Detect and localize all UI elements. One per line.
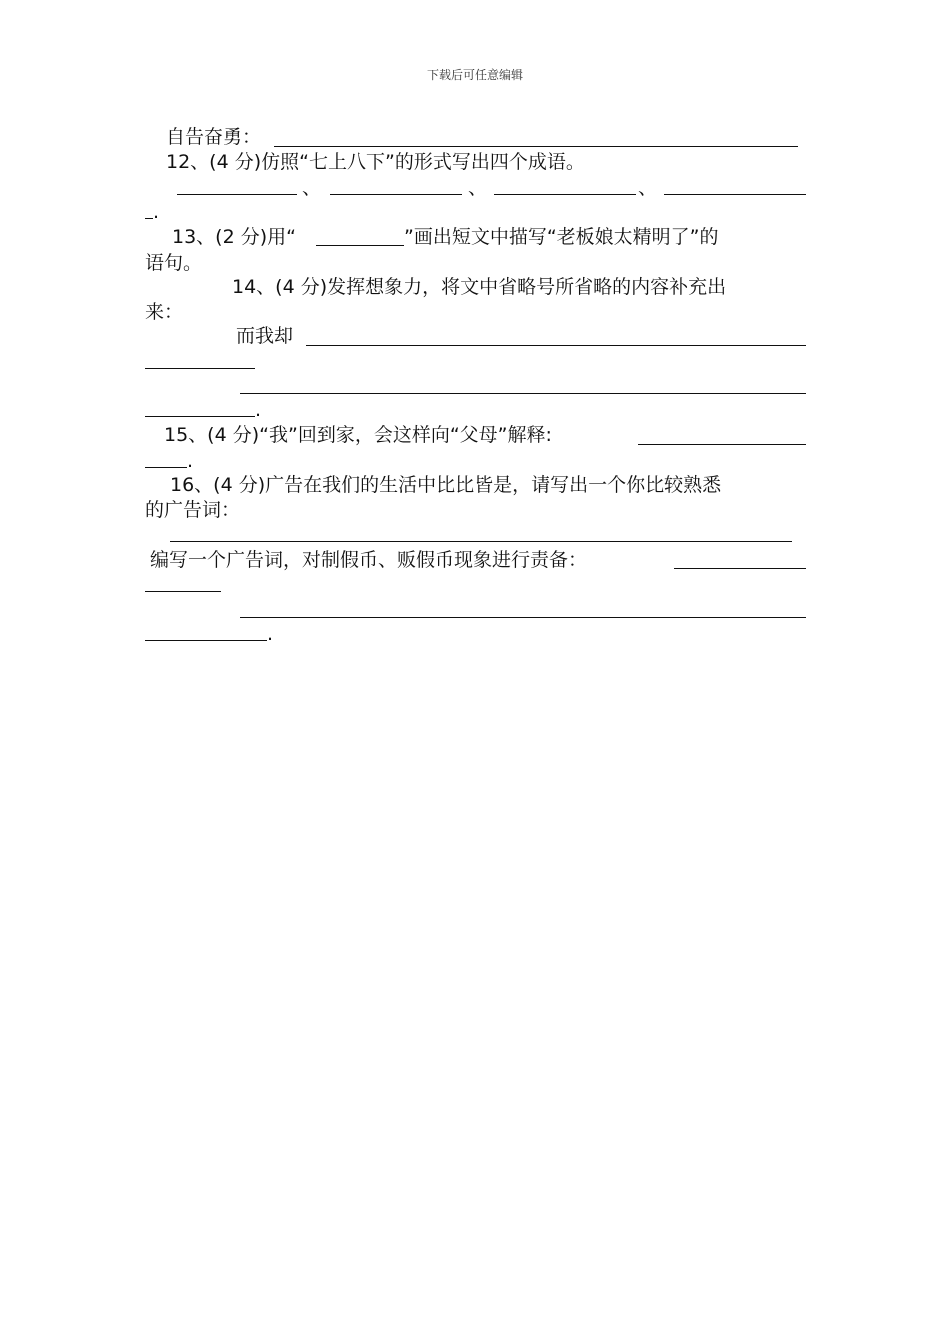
answer-blank[interactable]: [145, 640, 267, 641]
answer-blank[interactable]: [145, 467, 187, 468]
period: .: [153, 201, 160, 223]
question-16-part3: 编写一个广告词，对制假币、贩假币现象进行责备：: [150, 549, 588, 571]
answer-blank[interactable]: [145, 416, 255, 417]
page-header: 下载后可任意编辑: [426, 68, 523, 82]
question-16-part2: 的广告词：: [145, 499, 241, 521]
answer-blank[interactable]: [494, 194, 636, 195]
question-14-part1: 14、(4 分)发挥想象力，将文中省略号所省略的内容补充出: [232, 276, 727, 298]
answer-blank[interactable]: [170, 541, 792, 542]
period: .: [267, 623, 274, 645]
answer-blank[interactable]: [274, 146, 798, 147]
question-14-part3: 而我却: [236, 325, 294, 347]
answer-blank[interactable]: [306, 345, 806, 346]
separator: 、: [302, 177, 322, 199]
answer-blank[interactable]: [240, 393, 806, 394]
answer-blank[interactable]: [330, 194, 462, 195]
question-13-part2: ”画出短文中描写“老板娘太精明了”的: [404, 226, 719, 248]
period: .: [187, 450, 194, 472]
question-13-part3: 语句。: [145, 252, 203, 274]
question-12: 12、(4 分)仿照“七上八下”的形式写出四个成语。: [166, 151, 585, 173]
answer-blank[interactable]: [240, 617, 806, 618]
answer-blank[interactable]: [664, 194, 806, 195]
answer-blank[interactable]: [177, 194, 297, 195]
answer-blank[interactable]: [145, 591, 221, 592]
answer-blank[interactable]: [638, 444, 806, 445]
period: .: [255, 399, 262, 421]
separator: 、: [638, 177, 658, 199]
answer-blank[interactable]: [316, 245, 404, 246]
question-13-part1: 13、(2 分)用“: [172, 226, 296, 248]
question-15: 15、(4 分)“我”回到家，会这样向“父母”解释:: [164, 424, 552, 446]
question-16-part1: 16、(4 分)广告在我们的生活中比比皆是，请写出一个你比较熟悉: [170, 474, 722, 496]
answer-blank[interactable]: [145, 218, 153, 219]
answer-blank[interactable]: [674, 568, 806, 569]
separator: 、: [468, 177, 488, 199]
question-14-part2: 来：: [145, 301, 184, 323]
line-zigaofenyong: 自告奋勇：: [166, 126, 262, 148]
answer-blank[interactable]: [145, 368, 255, 369]
